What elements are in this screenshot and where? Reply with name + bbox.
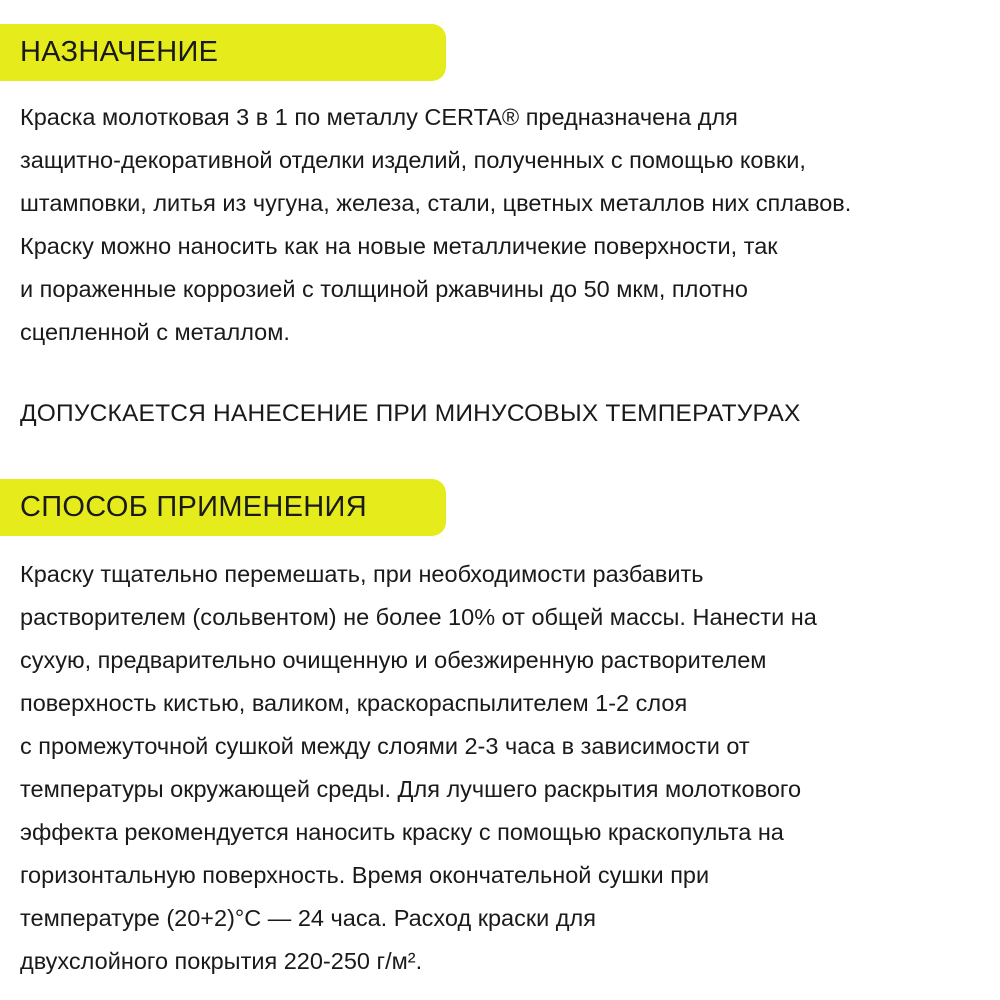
- method-line: растворителем (сольвентом) не более 10% от общей массы. Нанести на: [20, 604, 817, 630]
- method-line: горизонтальную поверхность. Время окончательной сушки при: [20, 862, 710, 888]
- method-line: поверхность кистью, валиком, краскораспылителем 1-2 слоя: [20, 690, 688, 716]
- purpose-heading-banner: [0, 24, 446, 81]
- low-temperature-notice: ДОПУСКАЕТСЯ НАНЕСЕНИЕ ПРИ МИНУСОВЫХ ТЕМПЕРАТУРАХ: [20, 400, 801, 427]
- method-line: сухую, предварительно очищенную и обезжиренную растворителем: [20, 647, 767, 673]
- method-line: двухслойного покрытия 220-250 г/м².: [20, 948, 423, 974]
- purpose-line: штамповки, литья из чугуна, железа, стали, цветных металлов них сплавов.: [20, 190, 852, 216]
- purpose-line: защитно-декоративной отделки изделий, полученных с помощью ковки,: [20, 147, 806, 173]
- purpose-line: и пораженные коррозией с толщиной ржавчины до 50 мкм, плотно: [20, 276, 748, 302]
- method-line: эффекта рекомендуется наносить краску с помощью краскопульта на: [20, 819, 784, 845]
- purpose-line: Краска молотковая 3 в 1 по металлу CERTA® предназначена для: [20, 104, 738, 130]
- method-line: температуры окружающей среды. Для лучшего раскрытия молоткового: [20, 776, 802, 802]
- purpose-line: сцепленной с металлом.: [20, 319, 290, 345]
- method-heading-banner: [0, 479, 446, 536]
- method-description: [20, 553, 995, 983]
- method-line: температуре (20+2)°С — 24 часа. Расход краски для: [20, 905, 596, 931]
- method-line: с промежуточной сушкой между слоями 2-3 часа в зависимости от: [20, 733, 750, 759]
- method-line: Краску тщательно перемешать, при необходимости разбавить: [20, 561, 704, 587]
- purpose-heading: НАЗНАЧЕНИЕ: [20, 36, 219, 68]
- method-heading: СПОСОБ ПРИМЕНЕНИЯ: [20, 491, 367, 523]
- purpose-description: [20, 96, 995, 354]
- purpose-line: Краску можно наносить как на новые металличекие поверхности, так: [20, 233, 778, 259]
